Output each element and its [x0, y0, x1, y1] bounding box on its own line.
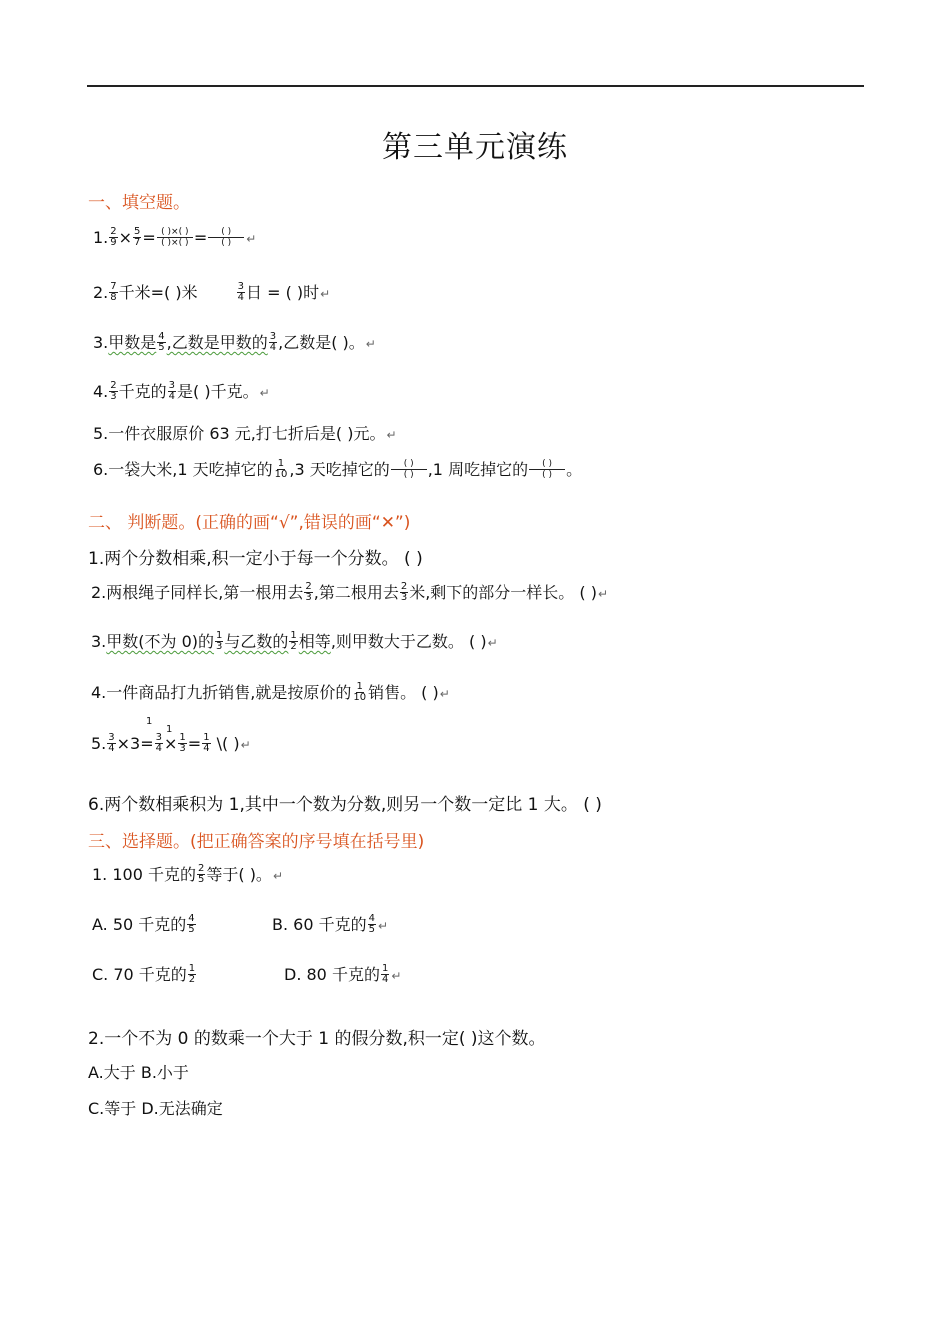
denominator: 3 — [110, 391, 117, 402]
judge-question-6: 6.两个数相乘积为 1,其中一个数为分数,则另一个数一定比 1 大。 ( ) — [88, 795, 602, 815]
fill-question-1 — [93, 228, 256, 249]
choice-option-d[interactable] — [284, 962, 401, 986]
denominator: ( ) — [542, 470, 553, 480]
question-text: 销售。 ( ) — [368, 683, 439, 702]
denominator: 3 — [400, 592, 408, 603]
question-text: B. 60 千克的 — [272, 915, 367, 934]
fraction — [157, 332, 165, 353]
return-mark: ↵ — [386, 428, 397, 442]
numerator: 4 — [158, 331, 165, 342]
question-text: × — [118, 228, 133, 247]
fraction — [109, 227, 117, 248]
denominator: 8 — [110, 292, 117, 303]
fraction — [368, 914, 376, 935]
question-text: \( ) — [211, 734, 240, 753]
cancel-mark: 1 — [146, 716, 153, 727]
denominator: 2 — [290, 641, 297, 652]
fraction — [168, 381, 176, 402]
question-text: ,乙数是甲数的 — [166, 333, 268, 352]
return-mark: ↵ — [597, 587, 609, 601]
denominator: 9 — [110, 237, 117, 248]
question-text: 6.一袋大米,1 天吃掉它的 — [93, 460, 273, 479]
denominator: ( ) — [403, 470, 414, 480]
question-text: C. 70 千克的 — [92, 965, 187, 984]
fraction — [133, 227, 141, 248]
numerator: 2 — [110, 380, 117, 391]
denominator: 10 — [353, 692, 367, 703]
fraction — [188, 964, 196, 985]
question-text: = — [187, 734, 202, 753]
numerator: 2 — [305, 581, 312, 592]
return-mark: ↵ — [487, 636, 498, 650]
fraction — [352, 682, 367, 703]
blank-fraction[interactable] — [529, 459, 565, 480]
fill-question-2 — [93, 280, 330, 304]
question-text: 2. — [93, 283, 109, 302]
page-title: 第三单元演练 — [382, 130, 568, 165]
denominator: 4 — [168, 391, 176, 402]
question-text: = — [193, 228, 208, 247]
denominator: 4 — [269, 342, 277, 353]
question-text: ×3= — [116, 734, 154, 753]
return-mark: ↵ — [439, 687, 450, 701]
question-text: = — [142, 228, 156, 247]
blank-fraction[interactable] — [208, 227, 244, 248]
denominator: 3 — [179, 743, 186, 754]
numerator: 3 — [155, 732, 163, 743]
fraction — [381, 964, 389, 985]
question-text: ,1 周吃掉它的 — [427, 460, 529, 479]
header-rule — [87, 85, 864, 87]
question-text: 1. 100 千克的 — [92, 865, 196, 884]
fill-question-6 — [93, 457, 582, 481]
return-mark: ↵ — [246, 232, 257, 246]
fill-question-5 — [93, 421, 397, 444]
numerator: 4 — [368, 913, 375, 924]
question-text: ,第二根用去 — [313, 583, 399, 602]
choice-question-2: 2.一个不为 0 的数乘一个大于 1 的假分数,积一定( )这个数。 — [88, 1029, 546, 1049]
denominator: 5 — [158, 342, 165, 353]
numerator: 1 — [216, 630, 223, 641]
denominator: 10 — [274, 469, 288, 480]
question-text: ,乙数是( )。 — [278, 333, 365, 352]
numerator: 1 — [179, 732, 186, 743]
denominator: 7 — [134, 237, 141, 248]
section-heading-choice: 三、选择题。(把正确答案的序号填在括号里) — [88, 832, 425, 852]
question-text: 5.一件衣服原价 63 元,打七折后是( )元。 — [93, 424, 386, 443]
denominator: ( )×( ) — [161, 238, 189, 248]
denominator: 4 — [381, 974, 389, 985]
numerator: 1 — [290, 630, 297, 641]
denominator: 4 — [155, 743, 163, 754]
fraction — [202, 733, 210, 754]
fill-question-4 — [93, 379, 270, 403]
denominator: 4 — [237, 292, 244, 303]
return-mark: ↵ — [320, 287, 331, 301]
question-text: 千克的 — [118, 382, 167, 401]
question-text: 2.两根绳子同样长,第一根用去 — [91, 583, 304, 602]
fraction — [155, 733, 163, 754]
return-mark: ↵ — [377, 919, 389, 933]
question-text: 千米=( )米 — [118, 283, 198, 302]
question-text: × — [164, 734, 178, 753]
question-text: ,3 天吃掉它的 — [289, 460, 390, 479]
question-text: D. 80 千克的 — [284, 965, 380, 984]
fraction — [197, 864, 205, 885]
question-text: 日 = ( )时 — [246, 283, 320, 302]
numerator: 3 — [269, 331, 277, 342]
numerator: ( ) — [208, 227, 244, 238]
numerator: 1 — [203, 732, 210, 743]
blank-fraction[interactable] — [391, 459, 427, 480]
numerator: 1 — [381, 963, 389, 974]
question-text: 相等 — [298, 632, 331, 651]
question-text: 3. — [93, 333, 109, 352]
numerator: 2 — [400, 581, 408, 592]
choice-q2-options-row1[interactable]: A.大于 B.小于 — [88, 1063, 189, 1082]
choice-option-c[interactable] — [92, 962, 197, 986]
fraction — [304, 582, 312, 603]
denominator: 2 — [188, 974, 196, 985]
return-mark: ↵ — [259, 386, 270, 400]
fraction — [215, 631, 223, 652]
denominator: 5 — [188, 924, 195, 935]
choice-option-a[interactable] — [92, 912, 197, 936]
numerator: ( )×( ) — [157, 227, 193, 238]
question-text: 与乙数的 — [224, 632, 289, 651]
question-text: 4. — [93, 382, 109, 401]
fraction — [274, 459, 289, 480]
numerator: ( ) — [391, 459, 427, 470]
denominator: 3 — [216, 641, 223, 652]
question-text: 甲数是 — [108, 333, 157, 352]
question-text: 3. — [91, 632, 107, 651]
fraction — [289, 631, 297, 652]
numerator: 3 — [237, 281, 244, 292]
fraction — [400, 582, 408, 603]
judge-question-2 — [91, 580, 608, 604]
return-mark: ↵ — [391, 969, 402, 983]
question-text: 4.一件商品打九折销售,就是按原价的 — [91, 683, 352, 702]
choice-option-b[interactable] — [272, 912, 388, 936]
fraction — [107, 733, 115, 754]
fraction — [237, 282, 245, 303]
denominator: ( ) — [221, 238, 232, 248]
question-text: 1. — [93, 228, 109, 247]
fraction — [178, 733, 186, 754]
question-text: A. 50 千克的 — [92, 915, 187, 934]
section-heading-judge: 二、 判断题。(正确的画“√”,错误的画“✕”) — [88, 513, 411, 533]
fraction — [269, 332, 277, 353]
blank-fraction[interactable] — [157, 227, 193, 248]
judge-question-1: 1.两个分数相乘,积一定小于每一个分数。 ( ) — [88, 549, 423, 569]
numerator: 1 — [277, 458, 285, 469]
return-mark: ↵ — [272, 869, 283, 883]
question-text: 等于( )。 — [206, 865, 272, 884]
judge-question-3 — [91, 629, 498, 653]
numerator: 2 — [197, 863, 205, 874]
numerator: ( ) — [529, 459, 565, 470]
numerator: 2 — [110, 226, 117, 237]
section-heading-fill: 一、填空题。 — [88, 193, 190, 213]
judge-question-4 — [91, 680, 450, 704]
choice-q2-options-row2[interactable]: C.等于 D.无法确定 — [88, 1099, 223, 1118]
numerator: 3 — [108, 732, 115, 743]
denominator: 3 — [305, 592, 312, 603]
question-text: 5. — [91, 734, 107, 753]
denominator: 4 — [108, 743, 115, 754]
numerator: 5 — [134, 226, 141, 237]
question-text: 。 — [566, 460, 583, 479]
choice-question-1 — [92, 862, 283, 886]
numerator: 1 — [188, 963, 196, 974]
numerator: 4 — [188, 913, 195, 924]
question-text: 是( )千克。 — [177, 382, 259, 401]
numerator: 1 — [356, 681, 363, 692]
fraction — [109, 381, 117, 402]
denominator: 5 — [197, 874, 205, 885]
fraction — [187, 914, 195, 935]
return-mark: ↵ — [240, 738, 251, 752]
numerator: 3 — [168, 380, 176, 391]
denominator: 5 — [368, 924, 375, 935]
fraction — [109, 282, 117, 303]
denominator: 4 — [203, 743, 210, 754]
question-text: 米,剩下的部分一样长。 ( ) — [409, 583, 597, 602]
return-mark: ↵ — [365, 337, 376, 351]
numerator: 7 — [110, 281, 117, 292]
judge-question-5 — [91, 716, 251, 755]
question-text: 甲数(不为 0)的 — [106, 632, 215, 651]
fill-question-3 — [93, 330, 376, 354]
question-text: ,则甲数大于乙数。 ( ) — [330, 632, 487, 651]
cancel-mark: 1 — [166, 724, 173, 735]
